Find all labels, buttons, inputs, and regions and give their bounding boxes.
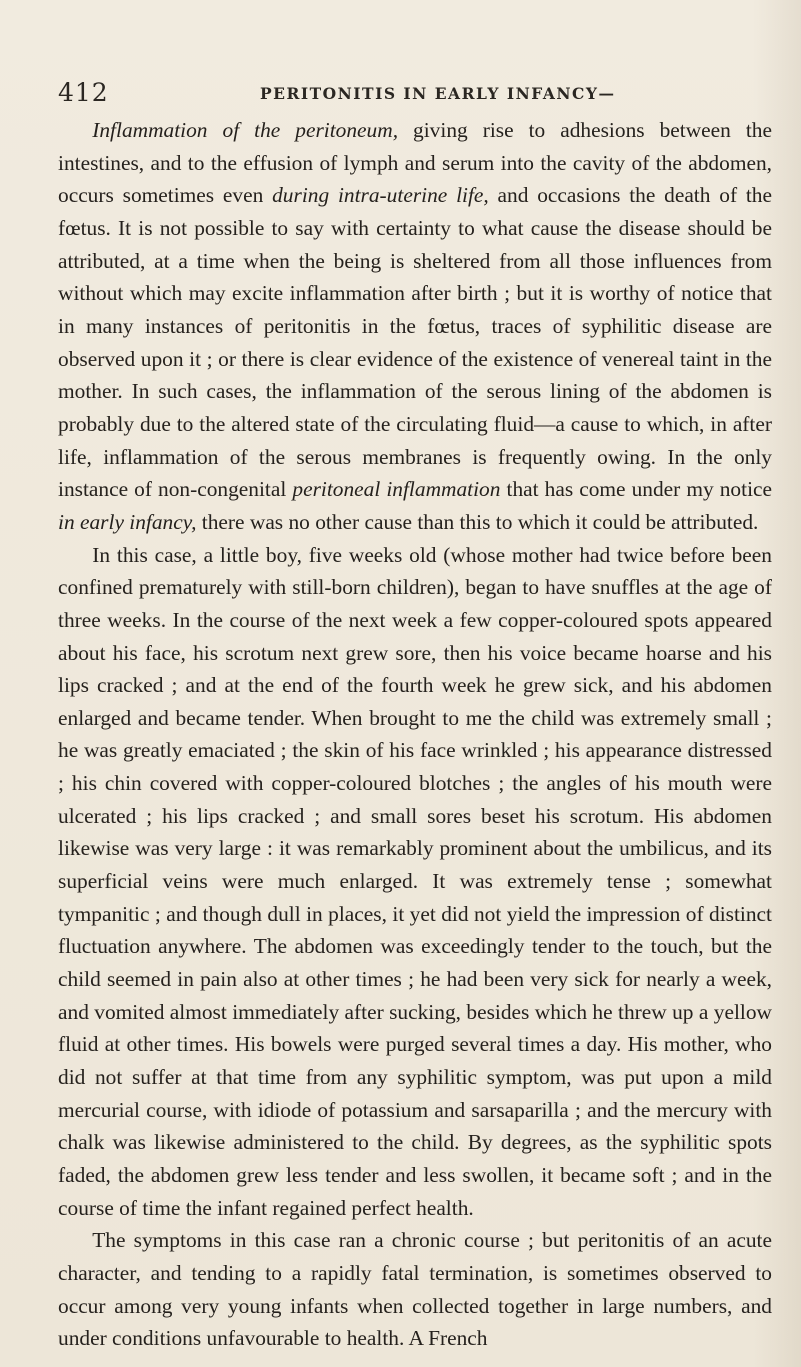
paragraph	[58, 114, 772, 539]
page-header	[58, 78, 758, 108]
text-span: Inflammation of the peritoneum,	[92, 118, 399, 142]
text-span: giving rise to adhesions between the intestines, and to the effusion of lymph and serum into the cavity of the abdomen, occurs sometimes even	[58, 118, 772, 208]
text-span: In this case, a little boy, five weeks old (whose mother had twice before been confined prematurely with still-born children), began to have snuffles at the age of three weeks. In the course of the next week a few copper-coloured spots appeared about his face, his scrotum next grew sore, then his voice became hoarse and his lips cracked ; and at the end of the fourth week he grew sick, and his abdomen enlarged and became tender. When brought to me the child was extremely small ; he was greatly emaciated ; the skin of his face wrinkled ; his appearance distressed ; his chin covered with copper-coloured blotches ; the angles of his mouth were ulcerated ; his lips cracked ; and small sores beset his scrotum. His abdomen likewise was very large : it was remarkably prominent about the umbilicus, and its superficial veins were much enlarged. It was extremely tense ; somewhat tympanitic ; and though dull in places, it yet did not yield the impression of distinct fluctuation anywhere. The abdomen was exceedingly tender to the touch, but the child seemed in pain also at other times ; he had been very sick for nearly a week, and vomited almost immediately after sucking, besides which he threw up a yellow fluid at other times. His bowels were purged several times a day. His mother, who did not suffer at that time from any syphilitic symptom, was put upon a mild mercurial course, with idiode of potassium and sarsaparilla ; and the mercury with chalk was likewise administered to the child. By degrees, as the syphilitic spots faded, the abdomen grew less tender and less swollen, it became soft ; and in the course of time the infant regained perfect health.	[58, 542, 772, 1220]
paragraph	[58, 1224, 772, 1355]
text-span: The symptoms in this case ran a chronic course ; but peritonitis of an acute character, and tending to a rapidly fatal termination, is sometimes observed to occur among very young infants when collected together in large numbers, and under conditions unfavourable to health. A French	[58, 1228, 772, 1351]
text-span: there was no other cause than this to which it could be attributed.	[196, 509, 759, 534]
page-number: 412	[58, 78, 109, 107]
text-span: peritoneal inflammation	[292, 477, 501, 502]
paragraph	[58, 539, 772, 1225]
text-span: that has come under my notice	[500, 477, 772, 502]
body-text	[58, 114, 772, 1355]
running-head: PERITONITIS IN EARLY INFANCY—	[260, 84, 616, 103]
text-span: and occasions the death of the fœtus. It is not possible to say with certainty to what cause the disease should be attributed, at a time when the being is sheltered from all those influences from without which may excite inflammation after birth ; but it is worthy of notice that in many instances of peritonitis in the fœtus, traces of syphilitic disease are observed upon it ; or there is clear evidence of the existence of venereal taint in the mother. In such cases, the inflammation of the serous lining of the abdomen is probably due to the altered state of the circulating fluid—a cause to which, in after life, inflammation of the serous membranes is frequently owing. In the only instance of non-congenital	[58, 183, 772, 502]
text-span: during intra-uterine life,	[272, 183, 489, 208]
text-span: in early infancy,	[58, 509, 197, 534]
